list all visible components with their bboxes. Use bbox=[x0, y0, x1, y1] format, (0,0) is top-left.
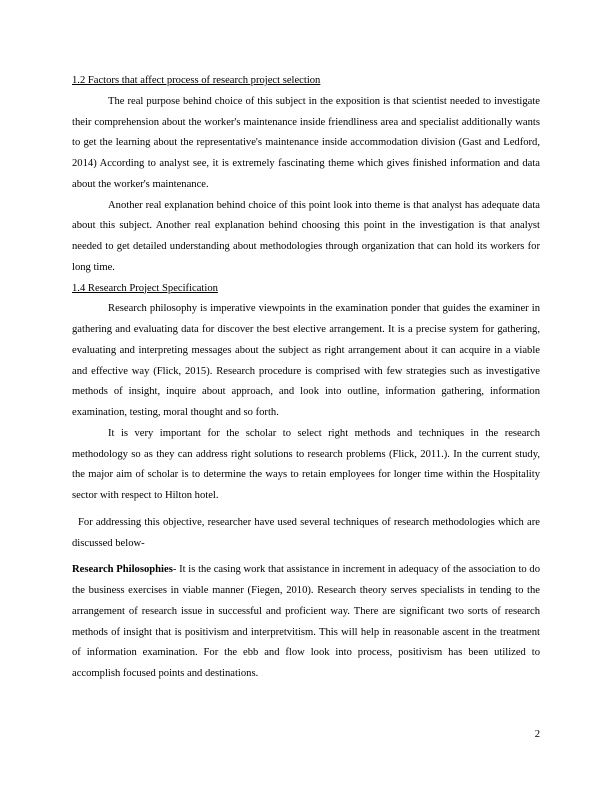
paragraph-another-reason: Another real explanation behind choice of this point look into theme is that analyst has adequate data about this subject. Another real explanation behind choosing this point in the investigation is that analyst needed to get detailed understanding about methodologies through organization that can hold its workers for long time. bbox=[72, 199, 540, 273]
paragraph-research-philosophy: Research philosophy is imperative viewpoints in the examination ponder that guides the examiner in gathering and evaluating data for discover the best elective arrangement. It is a precise system for gathering, evaluating and interpreting messages about the subject as right arrangement about it can acquire in a viable and effective way (Flick, 2015). Research procedure is comprised with few strategies such as investigative methods of insight, inquire about approach, and look into outline, information gathering, information examination, testing, moral thought and so forth. bbox=[72, 303, 540, 418]
paragraph-research-philosophies bbox=[72, 560, 540, 685]
document-page bbox=[72, 71, 540, 685]
research-philosophies-term: Research Philosophies bbox=[72, 564, 173, 576]
paragraph-purpose: The real purpose behind choice of this subject in the exposition is that scientist needed to investigate their comprehension about the worker's maintenance inside friendliness area and specialist additionally wants to get the learning about the representative's maintenance inside accommodation division (Gast and Ledford, 2014) According to analyst see, it is extremely fascinating theme which gives finished information and data about the worker's maintenance. bbox=[72, 95, 540, 190]
section-heading-factors: 1.2 Factors that affect process of research project selection bbox=[72, 75, 321, 86]
section-heading-specification: 1.4 Research Project Specification bbox=[72, 282, 218, 294]
research-philosophies-text: - It is the casing work that assistance in increment in adequacy of the association to do the business exercises in viable manner (Fiegen, 2010). Research theory serves specialists in tending to the arrangement of research issue in successful and proficient way. There are significant two sorts of research methods of insight that is positivism and interpretvitism. This will help in reasonable ascent in the treatment of information examination. For the ebb and flow look into process, positivism has been utilized to accomplish focused points and destinations. bbox=[72, 564, 540, 679]
page-number: 2 bbox=[534, 729, 540, 740]
paragraph-methods-importance: It is very important for the scholar to select right methods and techniques in the research methodology so as they can address right solutions to research problems (Flick, 2011.). In the current study, the major aim of scholar is to determine the ways to retain employees for longer time within the Hospitality sector with respect to Hilton hotel. bbox=[72, 427, 540, 501]
paragraph-addressing-objective: For addressing this objective, researcher have used several techniques of research methodologies which are discussed below- bbox=[72, 516, 540, 549]
